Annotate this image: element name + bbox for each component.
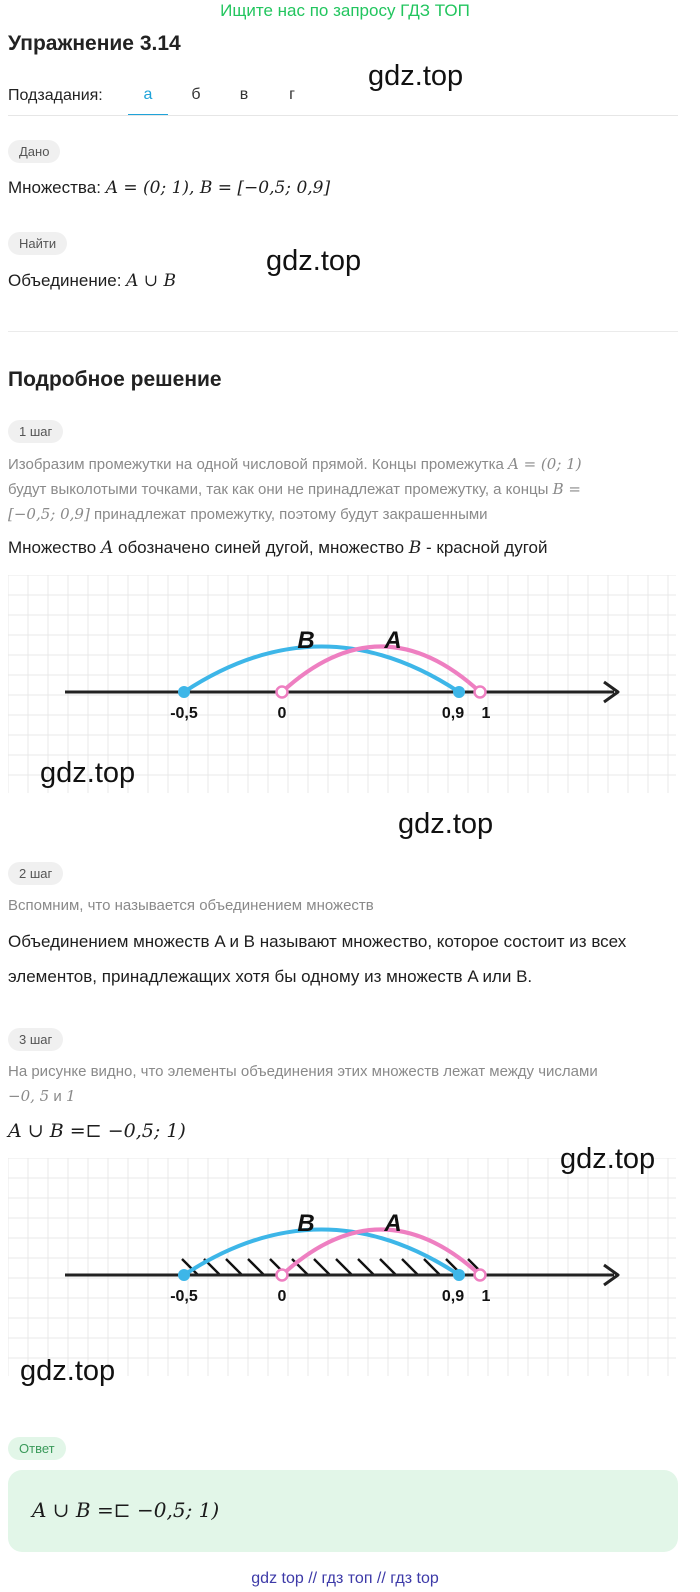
tick-label: -0,5 — [170, 1288, 198, 1305]
tick-label: 1 — [481, 1288, 491, 1305]
tab-a[interactable]: а — [128, 86, 168, 116]
answer-badge: Ответ — [8, 1437, 66, 1460]
find-label: Объединение: — [8, 271, 122, 290]
answer-math: A ∪ B =⊏ −0,5; 1) — [32, 1498, 220, 1522]
tick-label: 0 — [277, 1288, 287, 1305]
point-open — [277, 687, 288, 698]
step2-text-line2: элементов, принадлежащих хотя бы одному из множеств A или B. — [8, 967, 533, 986]
step3-hint-text: На рисунке видно, что элементы объединения этих множеств лежат между числами — [8, 1063, 598, 1080]
hatch-line — [336, 1259, 352, 1275]
find-math: A ∪ B — [126, 271, 176, 291]
point-open — [475, 1270, 486, 1281]
step1-hint-text: принадлежат промежутку, поэтому будут закрашенными — [93, 506, 488, 523]
section-divider — [8, 331, 678, 332]
watermark: gdz.top — [266, 245, 362, 277]
tick-label: 0,9 — [441, 705, 465, 722]
step2-badge: 2 шаг — [8, 862, 63, 885]
step1-hint-math: A = (0; 1) — [508, 455, 582, 473]
step3-hint-math: −0, 5 — [8, 1087, 50, 1105]
step3-hint — [8, 1060, 678, 1109]
page-title: Упражнение 3.14 — [8, 32, 181, 55]
tick-label: 0 — [277, 705, 287, 722]
subtasks-label: Подзадания: — [8, 87, 103, 104]
point-filled — [178, 686, 190, 698]
watermark: gdz.top — [20, 1355, 116, 1387]
given-badge: Дано — [8, 140, 60, 163]
step1-hint-text: Изобразим промежутки на одной числовой прямой. Концы промежутка — [8, 456, 504, 473]
sentence-math: A — [100, 538, 114, 558]
tab-g[interactable]: г — [289, 86, 295, 103]
step3-hint-math: 1 — [65, 1087, 76, 1105]
sentence-text: - красной дугой — [426, 538, 548, 557]
watermark: gdz.top — [398, 808, 494, 840]
number-line-figure-2 — [8, 1158, 676, 1376]
search-hint-banner[interactable]: Ищите нас по запросу ГДЗ ТОП — [220, 1, 470, 20]
label-set-a: A — [384, 627, 402, 654]
hatch-line — [248, 1259, 264, 1275]
tabs-divider — [8, 115, 678, 116]
step2-hint: Вспомним, что называется объединением множеств — [8, 897, 374, 914]
given-label: Множества: — [8, 178, 101, 197]
step1-badge: 1 шаг — [8, 420, 63, 443]
given-math: A = (0; 1), B = [−0,5; 0,9] — [105, 178, 331, 198]
step1-hint-text: будут выколотыми точками, так как они не принадлежат промежутку, а концы — [8, 481, 549, 498]
find-badge: Найти — [8, 232, 67, 255]
label-set-b: B — [297, 1210, 315, 1237]
step1-hint-math: B = — [552, 480, 581, 498]
point-open — [475, 687, 486, 698]
tab-b[interactable]: б — [191, 86, 201, 103]
hatch-line — [402, 1259, 418, 1275]
find-line — [8, 271, 176, 291]
tick-label: 0,9 — [441, 1288, 465, 1305]
tab-v[interactable]: в — [239, 86, 249, 103]
point-filled — [453, 686, 465, 698]
label-set-b: B — [297, 627, 315, 654]
sentence-text: Множество — [8, 538, 97, 557]
watermark: gdz.top — [40, 757, 136, 789]
sentence-math: B — [408, 538, 422, 558]
point-filled — [178, 1269, 190, 1281]
step3-badge: 3 шаг — [8, 1028, 63, 1051]
given-line — [8, 178, 330, 198]
footer-links[interactable]: gdz top // гдз топ // гдз top — [251, 1570, 439, 1587]
sentence-text: обозначено синей дугой, множество — [117, 538, 405, 557]
step1-sentence — [8, 538, 548, 558]
point-filled — [453, 1269, 465, 1281]
label-set-a: A — [384, 1210, 402, 1237]
hatch-line — [358, 1259, 374, 1275]
step1-hint — [8, 452, 678, 527]
tick-label: -0,5 — [170, 705, 198, 722]
step3-result: A ∪ B =⊏ −0,5; 1) — [8, 1120, 186, 1142]
step1-hint-math: [−0,5; 0,9] — [8, 505, 90, 523]
solution-heading: Подробное решение — [8, 368, 222, 391]
tick-label: 1 — [481, 705, 491, 722]
watermark: gdz.top — [368, 60, 464, 92]
step2-text-line1: Объединением множеств A и B называют множество, которое состоит из всех — [8, 932, 627, 951]
step3-hint-text: и — [53, 1088, 62, 1105]
point-open — [277, 1270, 288, 1281]
watermark: gdz.top — [560, 1143, 656, 1175]
